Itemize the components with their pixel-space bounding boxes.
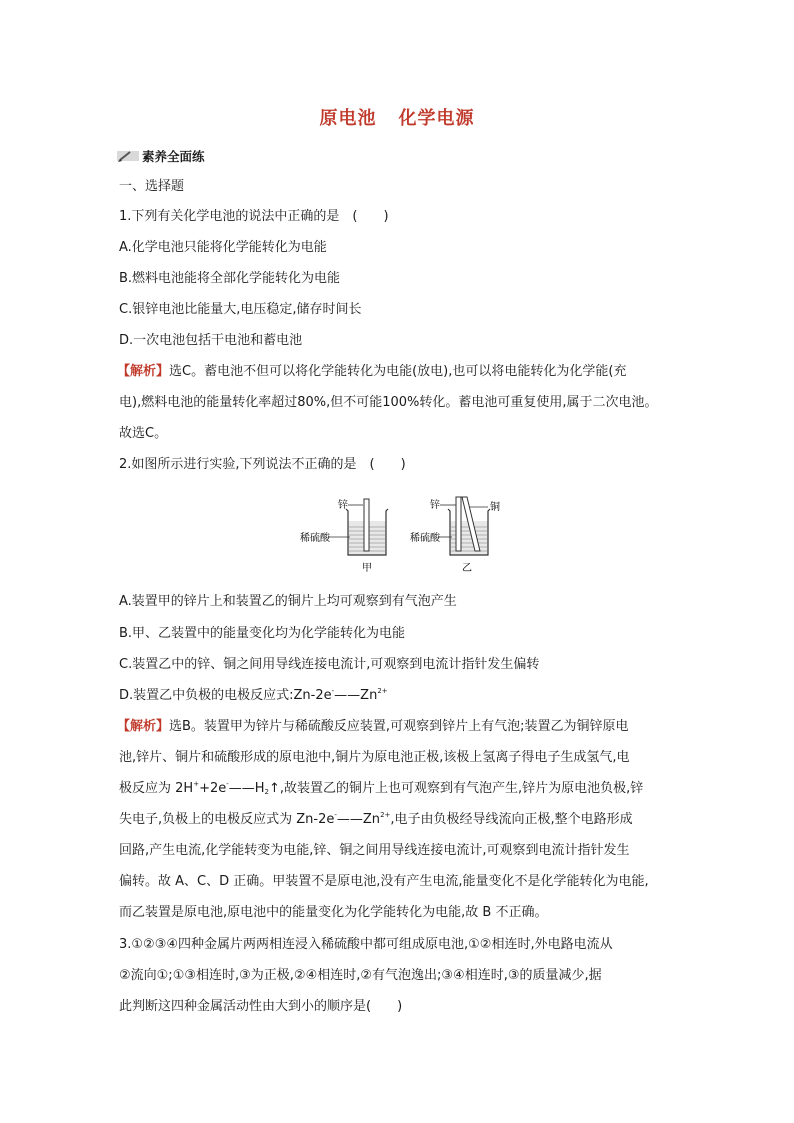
acid-label-a: 稀硫酸 [300, 533, 330, 544]
q2-l3-c: ——H [228, 781, 265, 796]
q2-l4-sup2: 2+ [380, 811, 391, 819]
q1-option-c: C.银锌电池比能量大,电压稳定,储存时间长 [119, 302, 362, 317]
section-label-text: 素养全面练 [142, 149, 205, 164]
title-part2: 化学电源 [398, 108, 475, 129]
q2-d-mid: ——Zn [334, 688, 378, 703]
q2-l3-sub: 2 [264, 788, 270, 796]
q2-analysis-line6: 偏转。故 A、C、D 正确。甲装置不是原电池,没有产生电流,能量变化不是化学能转化为电能, [119, 874, 649, 889]
q2-d-sup2: 2+ [377, 687, 388, 695]
q3-line1: 3.①②③④四种金属片两两相连浸入稀硫酸中都可组成原电池,①②相连时,外电路电流从 [119, 937, 613, 952]
q2-l3-a: 极反应为 2H [119, 781, 194, 796]
q2-analysis-line4 [119, 812, 633, 828]
q2-option-b: B.甲、乙装置中的能量变化均为化学能转化为电能 [119, 626, 406, 641]
q2-stem: 2.如图所示进行实验,下列说法不正确的是 ( ) [119, 457, 406, 472]
q1-analysis-line2: 电),燃料电池的能量转化率超过80%,但不可能100%转化。蓄电池可重复使用,属于二次电池。 [119, 395, 658, 410]
title-part1: 原电池 [319, 108, 377, 129]
section-heading: 一、选择题 [119, 179, 185, 194]
q2-analysis-line2: 池,锌片、铜片和硫酸形成的原电池中,铜片为原电池正极,该极上氢离子得电子生成氢气,电 [119, 750, 630, 765]
q2-analysis-text1: 选B。装置甲为锌片与稀硫酸反应装置,可观察到锌片上有气泡;装置乙为铜锌原电 [169, 719, 629, 734]
copper-label-b: 铜 [490, 502, 500, 513]
q2-option-c: C.装置乙中的锌、铜之间用导线连接电流计,可观察到电流计指针发生偏转 [119, 657, 540, 672]
q1-analysis-line3: 故选C。 [119, 426, 168, 441]
zinc-label-b: 锌 [430, 500, 440, 511]
pencil-icon [117, 149, 139, 163]
q2-l3-d: ↑,故装置乙的铜片上也可观察到有气泡产生,锌片为原电池负极,锌 [269, 781, 644, 796]
beaker-a [328, 499, 388, 555]
q2-l4-sup1: - [334, 811, 337, 819]
q2-l3-b: +2e [199, 781, 227, 796]
q2-analysis-line7: 而乙装置是原电池,原电池中的能量变化为化学能转化为电能,故 B 不正确。 [119, 905, 548, 920]
zinc-label-a: 锌 [338, 500, 348, 511]
experiment-figure [296, 491, 506, 575]
analysis-tag: 【解析】 [117, 364, 170, 379]
q1-stem: 1.下列有关化学电池的说法中正确的是 ( ) [119, 209, 389, 224]
q2-d-pre: D.装置乙中负极的电极反应式:Zn-2e [119, 688, 332, 703]
q2-option-d [119, 688, 388, 704]
q2-l4-b: ——Zn [336, 812, 381, 827]
label-a: 甲 [362, 563, 372, 574]
q2-l3-sup1: + [193, 780, 200, 788]
q1-option-a: A.化学电池只能将化学能转化为电能 [119, 240, 327, 255]
q2-analysis-line1 [117, 719, 628, 735]
q1-option-d: D.一次电池包括干电池和蓄电池 [119, 333, 303, 348]
q2-analysis-line5: 回路,产生电流,化学能转变为电能,锌、铜之间用导线连接电流计,可观察到电流计指针发生 [119, 843, 630, 858]
q1-analysis-line1 [117, 364, 626, 380]
q2-option-a: A.装置甲的锌片上和装置乙的铜片上均可观察到有气泡产生 [119, 594, 457, 609]
acid-label-b: 稀硫酸 [410, 533, 440, 544]
q2-l3-sup2: - [226, 780, 229, 788]
section-label [117, 147, 205, 165]
q2-analysis-line3 [119, 781, 643, 797]
page-title [0, 104, 794, 130]
q3-line2: ②流向①;①③相连时,③为正极,②④相连时,②有气泡逸出;③④相连时,③的质量减少,据 [119, 968, 602, 983]
q3-line3: 此判断这四种金属活动性由大到小的顺序是( ) [119, 999, 403, 1014]
q1-analysis-text1: 选C。蓄电池不但可以将化学能转化为电能(放电),也可以将电能转化为化学能(充 [169, 364, 627, 379]
label-b: 乙 [462, 563, 472, 574]
beaker-b [438, 497, 490, 555]
q2-l4-c: ,电子由负极经导线流向正极,整个电路形成 [390, 812, 633, 827]
analysis-tag: 【解析】 [117, 719, 170, 734]
q2-l4-a: 失电子,负极上的电极反应式为 Zn-2e [119, 812, 335, 827]
q1-option-b: B.燃料电池能将全部化学能转化为电能 [119, 271, 341, 286]
q2-d-sup1: - [331, 687, 335, 695]
